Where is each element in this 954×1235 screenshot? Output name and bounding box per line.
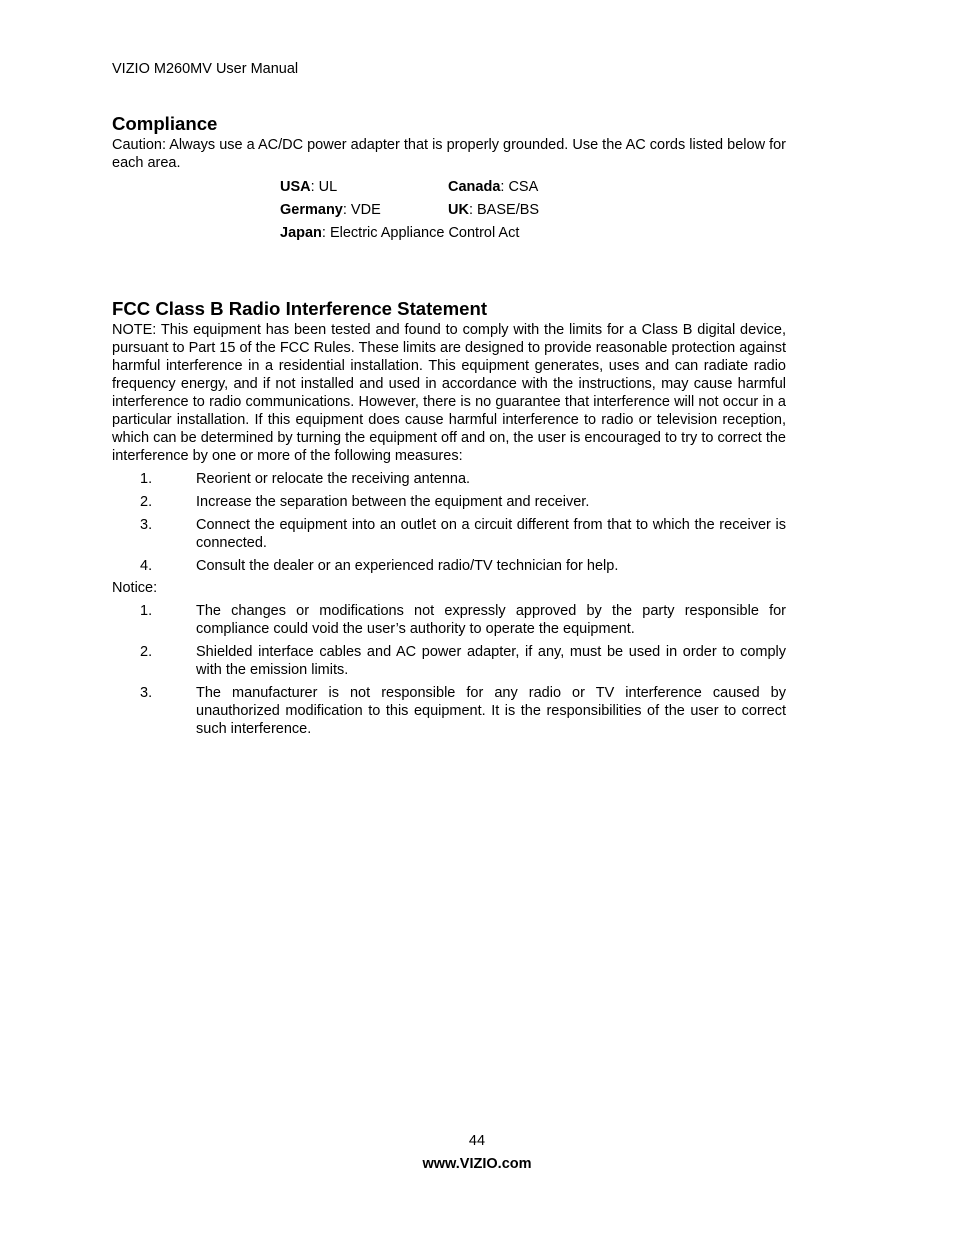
ac-cord-entry <box>280 199 448 222</box>
fcc-note: NOTE: This equipment has been tested and found to comply with the limits for a Class B digital device, pursuant to Part 15 of the FCC Rules. These limits are designed to provide reasonable protection against harmful interference in a residential installation. This equipment generates, uses and can radiate radio frequency energy, and if not installed and used in accordance with the instructions, may cause harmful interference to radio communications. However, there is no guarantee that interference will not occur in a particular installation. If this equipment does cause harmful interference to radio or television reception, which can be determined by turning the equipment off and on, the user is encouraged to try to correct the interference by one or more of the following measures: <box>112 322 786 464</box>
ac-cord-entry <box>448 176 538 199</box>
fcc-heading: FCC Class B Radio Interference Statement <box>112 298 488 319</box>
notice-list <box>112 602 786 738</box>
page-content <box>112 112 786 738</box>
item-number: 1. <box>140 603 153 619</box>
region-name: UK <box>448 202 469 218</box>
page-number: 44 <box>468 1133 486 1149</box>
region-name: Germany <box>280 202 343 218</box>
ac-cord-entry <box>280 176 448 199</box>
ac-cord-row <box>280 199 786 222</box>
item-number: 4. <box>140 558 153 574</box>
document-header: VIZIO M260MV User Manual <box>112 61 299 77</box>
item-text: The manufacturer is not responsible for any radio or TV interference caused by unauthorized modification to this equipment. It is the responsibilities of the user to correct such interference. <box>196 685 786 737</box>
region-name: Canada <box>448 179 501 195</box>
list-item <box>112 516 786 552</box>
item-text: The changes or modifications not expressly approved by the party responsible for compliance could void the user’s authority to operate the equipment. <box>196 603 786 637</box>
item-text: Increase the separation between the equipment and receiver. <box>196 494 590 510</box>
ac-cord-entry <box>280 222 519 245</box>
compliance-heading: Compliance <box>112 113 218 134</box>
item-number: 2. <box>140 644 153 660</box>
ac-cord-row <box>280 176 786 199</box>
region-standard: : Electric Appliance Control Act <box>321 225 520 241</box>
notice-label: Notice: <box>112 580 158 596</box>
region-standard: : CSA <box>500 179 539 195</box>
region-standard: : VDE <box>342 202 381 218</box>
list-item <box>112 643 786 679</box>
item-text: Shielded interface cables and AC power adapter, if any, must be used in order to comply with the emission limits. <box>196 644 786 678</box>
region-name: Japan <box>280 225 322 241</box>
list-item <box>112 493 786 511</box>
item-text: Connect the equipment into an outlet on a circuit different from that to which the receiver is connected. <box>196 517 786 551</box>
measures-list <box>112 470 786 575</box>
website-footer: www.VIZIO.com <box>422 1156 532 1172</box>
item-number: 1. <box>140 471 153 487</box>
list-item <box>112 684 786 738</box>
list-item <box>112 602 786 638</box>
item-number: 3. <box>140 517 153 533</box>
ac-cord-entry <box>448 199 539 222</box>
ac-cord-row <box>280 222 786 245</box>
list-item <box>112 470 786 488</box>
region-name: USA <box>280 179 311 195</box>
item-number: 2. <box>140 494 153 510</box>
region-standard: : UL <box>310 179 338 195</box>
item-text: Consult the dealer or an experienced radio/TV technician for help. <box>196 558 619 574</box>
region-standard: : BASE/BS <box>468 202 540 218</box>
item-text: Reorient or relocate the receiving antenna. <box>196 471 471 487</box>
ac-cord-table <box>280 176 786 245</box>
compliance-caution: Caution: Always use a AC/DC power adapter that is properly grounded. Use the AC cords listed below for each area. <box>112 137 786 171</box>
list-item <box>112 557 786 575</box>
item-number: 3. <box>140 685 153 701</box>
